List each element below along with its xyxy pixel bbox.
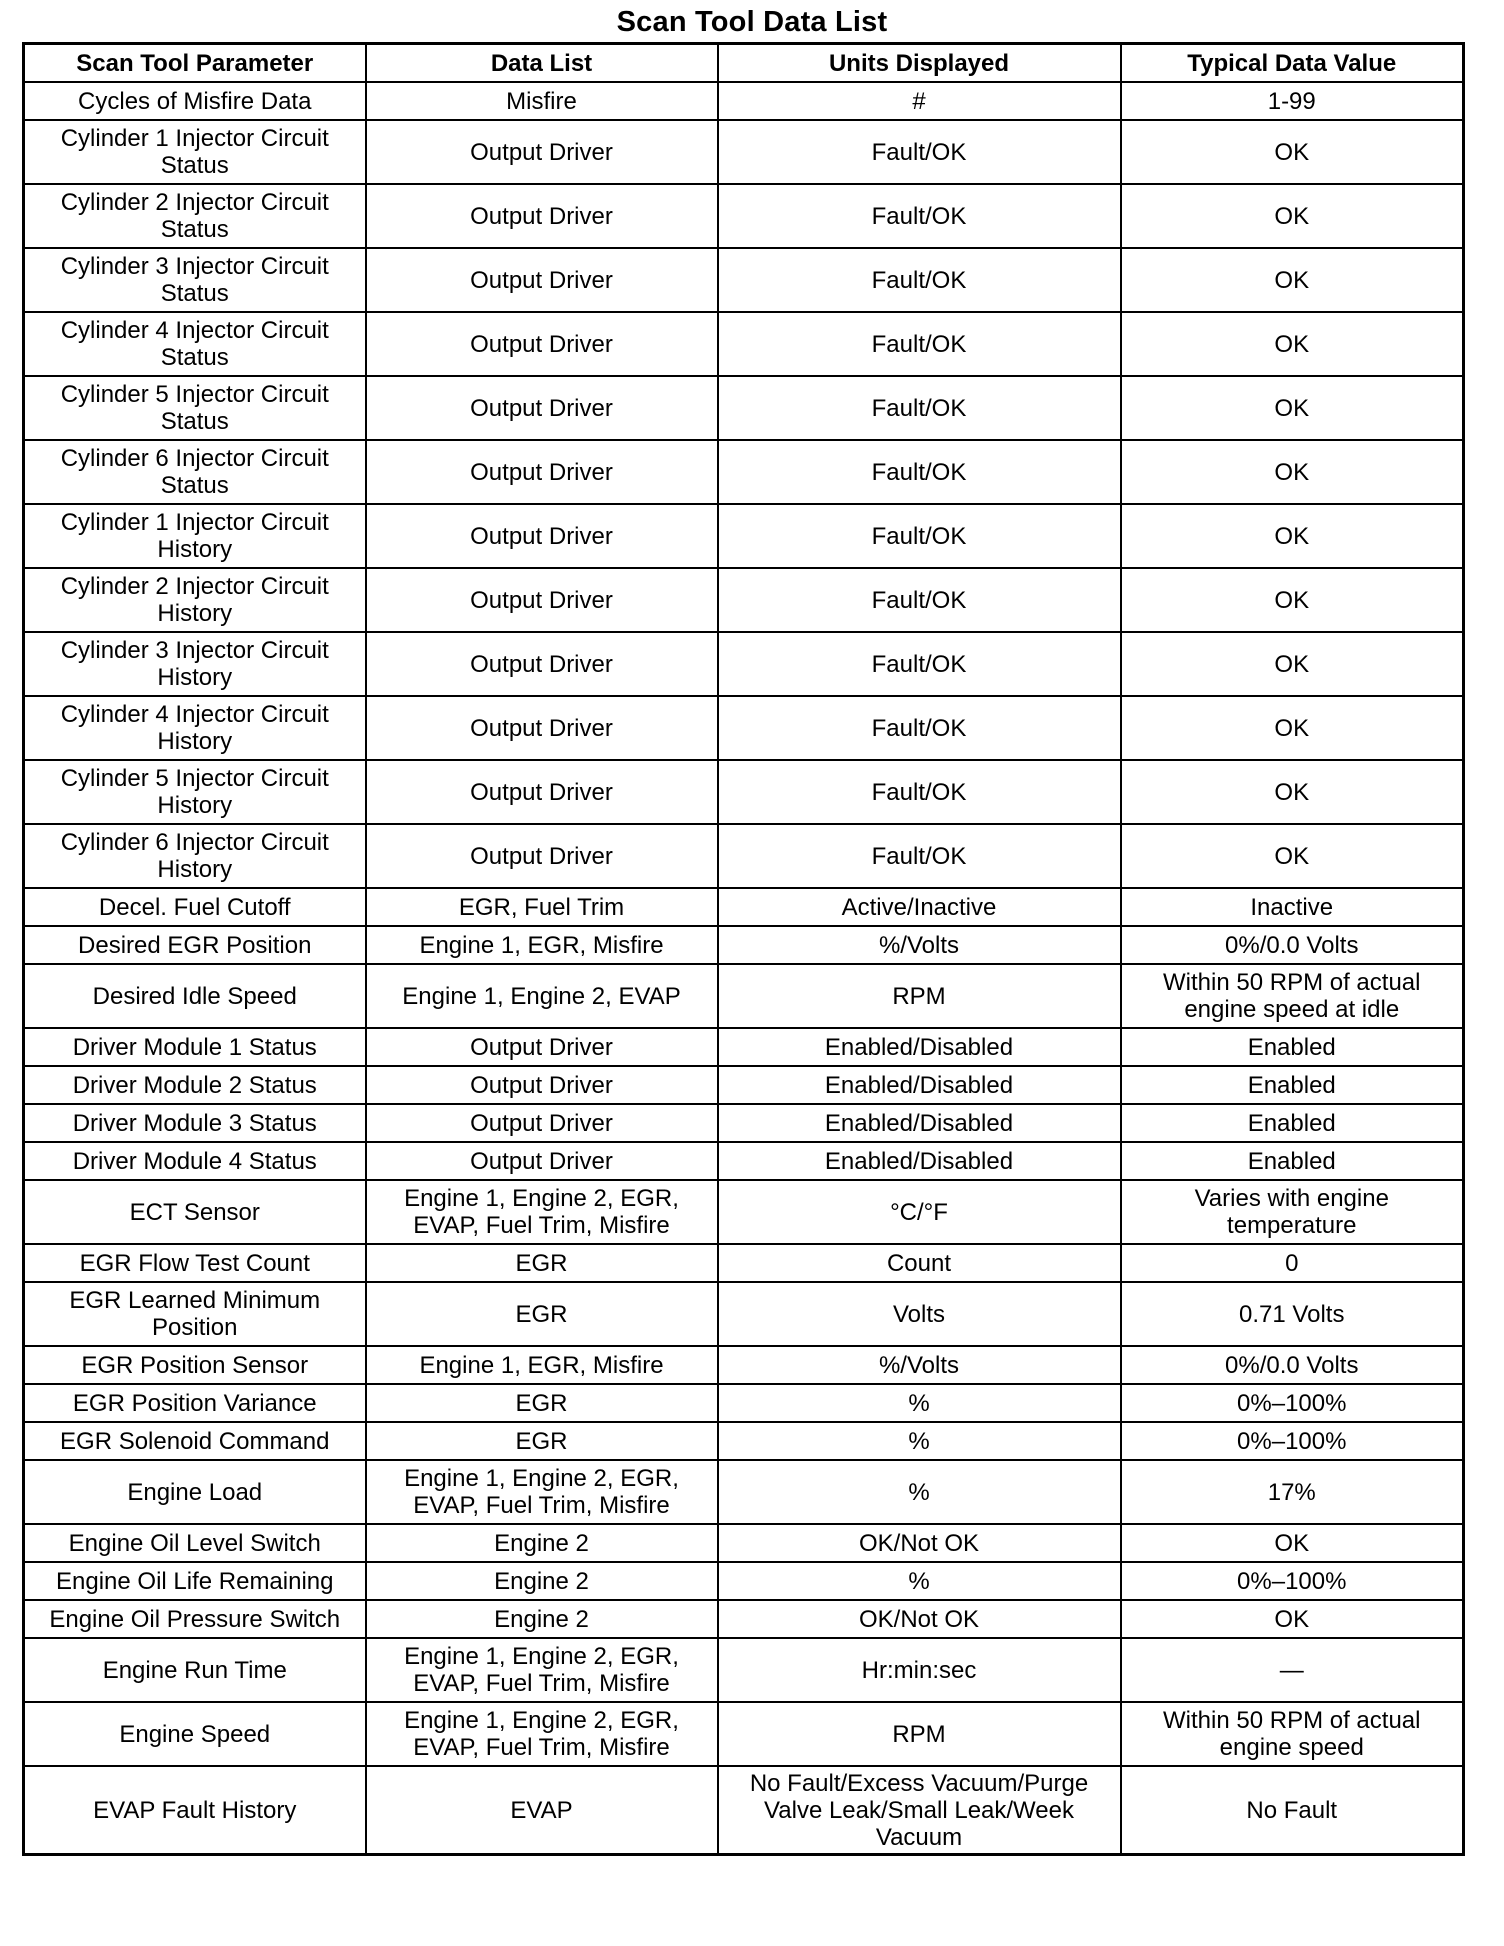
cell-units-displayed: Fault/OK [718,440,1121,504]
cell-data-list: EGR [366,1422,718,1460]
column-header-units-displayed: Units Displayed [718,44,1121,83]
cell-typical-data-value: No Fault [1121,1766,1464,1855]
cell-data-list: EGR [366,1282,718,1346]
cell-typical-data-value: 0.71 Volts [1121,1282,1464,1346]
cell-typical-data-value: OK [1121,824,1464,888]
cell-data-list: EGR, Fuel Trim [366,888,718,926]
cell-units-displayed: No Fault/Excess Vacuum/Purge Valve Leak/Small Leak/Week Vacuum [718,1766,1121,1855]
cell-scan-tool-parameter: Driver Module 4 Status [24,1142,366,1180]
cell-data-list: Output Driver [366,1104,718,1142]
cell-scan-tool-parameter: Engine Oil Life Remaining [24,1562,366,1600]
table-row [24,184,1464,248]
cell-typical-data-value: OK [1121,568,1464,632]
cell-typical-data-value: 1-99 [1121,82,1464,120]
cell-data-list: Output Driver [366,824,718,888]
cell-typical-data-value: 0%–100% [1121,1562,1464,1600]
cell-typical-data-value: OK [1121,696,1464,760]
scan-tool-data-table [22,42,1465,1856]
cell-data-list: Engine 1, Engine 2, EGR, EVAP, Fuel Trim, Misfire [366,1702,718,1766]
cell-data-list: Output Driver [366,632,718,696]
cell-data-list: Engine 1, Engine 2, EGR, EVAP, Fuel Trim, Misfire [366,1638,718,1702]
cell-units-displayed: Fault/OK [718,248,1121,312]
cell-data-list: Output Driver [366,440,718,504]
cell-scan-tool-parameter: Engine Run Time [24,1638,366,1702]
table-row [24,1066,1464,1104]
table-row [24,440,1464,504]
cell-data-list: Output Driver [366,1028,718,1066]
cell-scan-tool-parameter: Cylinder 2 Injector Circuit History [24,568,366,632]
cell-scan-tool-parameter: Cylinder 5 Injector Circuit Status [24,376,366,440]
cell-scan-tool-parameter: EVAP Fault History [24,1766,366,1855]
cell-units-displayed: Fault/OK [718,760,1121,824]
cell-units-displayed: RPM [718,964,1121,1028]
table-row [24,1028,1464,1066]
column-header-scan-tool-parameter: Scan Tool Parameter [24,44,366,83]
cell-scan-tool-parameter: Decel. Fuel Cutoff [24,888,366,926]
cell-data-list: Engine 1, Engine 2, EGR, EVAP, Fuel Trim, Misfire [366,1180,718,1244]
table-row [24,568,1464,632]
cell-data-list: Engine 2 [366,1562,718,1600]
column-header-data-list: Data List [366,44,718,83]
cell-units-displayed: °C/°F [718,1180,1121,1244]
cell-data-list: Output Driver [366,248,718,312]
cell-typical-data-value: OK [1121,120,1464,184]
table-row [24,696,1464,760]
cell-units-displayed: % [718,1422,1121,1460]
cell-units-displayed: Fault/OK [718,184,1121,248]
cell-typical-data-value: 0 [1121,1244,1464,1282]
cell-scan-tool-parameter: Cylinder 3 Injector Circuit Status [24,248,366,312]
cell-scan-tool-parameter: Driver Module 1 Status [24,1028,366,1066]
cell-data-list: Misfire [366,82,718,120]
cell-typical-data-value: OK [1121,504,1464,568]
cell-data-list: Engine 2 [366,1524,718,1562]
column-header-typical-data-value: Typical Data Value [1121,44,1464,83]
table-row [24,964,1464,1028]
cell-typical-data-value: Varies with engine temperature [1121,1180,1464,1244]
cell-units-displayed: Volts [718,1282,1121,1346]
cell-scan-tool-parameter: EGR Position Variance [24,1384,366,1422]
cell-data-list: Engine 2 [366,1600,718,1638]
table-row [24,1180,1464,1244]
cell-scan-tool-parameter: Driver Module 2 Status [24,1066,366,1104]
table-row [24,1422,1464,1460]
table-row [24,926,1464,964]
cell-data-list: Engine 1, EGR, Misfire [366,926,718,964]
cell-units-displayed: % [718,1460,1121,1524]
cell-units-displayed: Fault/OK [718,824,1121,888]
cell-data-list: Output Driver [366,760,718,824]
cell-units-displayed: % [718,1562,1121,1600]
cell-units-displayed: Fault/OK [718,120,1121,184]
cell-scan-tool-parameter: Desired Idle Speed [24,964,366,1028]
cell-scan-tool-parameter: EGR Learned Minimum Position [24,1282,366,1346]
cell-units-displayed: Hr:min:sec [718,1638,1121,1702]
cell-data-list: Output Driver [366,696,718,760]
cell-typical-data-value: — [1121,1638,1464,1702]
cell-units-displayed: Fault/OK [718,632,1121,696]
cell-typical-data-value: OK [1121,632,1464,696]
cell-scan-tool-parameter: Cylinder 6 Injector Circuit Status [24,440,366,504]
table-row [24,1600,1464,1638]
table-row [24,1346,1464,1384]
cell-data-list: Engine 1, Engine 2, EVAP [366,964,718,1028]
table-row [24,312,1464,376]
cell-scan-tool-parameter: Cycles of Misfire Data [24,82,366,120]
table-row [24,1244,1464,1282]
cell-typical-data-value: 17% [1121,1460,1464,1524]
cell-scan-tool-parameter: Cylinder 4 Injector Circuit Status [24,312,366,376]
cell-typical-data-value: OK [1121,248,1464,312]
cell-data-list: EVAP [366,1766,718,1855]
cell-units-displayed: Active/Inactive [718,888,1121,926]
table-row [24,1104,1464,1142]
cell-typical-data-value: 0%/0.0 Volts [1121,1346,1464,1384]
cell-scan-tool-parameter: EGR Solenoid Command [24,1422,366,1460]
cell-typical-data-value: Enabled [1121,1104,1464,1142]
table-row [24,376,1464,440]
cell-units-displayed: RPM [718,1702,1121,1766]
cell-data-list: EGR [366,1244,718,1282]
cell-data-list: Output Driver [366,312,718,376]
cell-units-displayed: Count [718,1244,1121,1282]
cell-scan-tool-parameter: Engine Oil Level Switch [24,1524,366,1562]
table-row [24,1460,1464,1524]
cell-units-displayed: Enabled/Disabled [718,1104,1121,1142]
cell-typical-data-value: OK [1121,440,1464,504]
cell-scan-tool-parameter: Cylinder 4 Injector Circuit History [24,696,366,760]
cell-scan-tool-parameter: Cylinder 3 Injector Circuit History [24,632,366,696]
table-row [24,82,1464,120]
cell-units-displayed: %/Volts [718,926,1121,964]
cell-data-list: Output Driver [366,376,718,440]
cell-data-list: Output Driver [366,120,718,184]
cell-units-displayed: Fault/OK [718,696,1121,760]
table-row [24,1282,1464,1346]
cell-units-displayed: # [718,82,1121,120]
table-header-row [24,44,1464,83]
cell-scan-tool-parameter: ECT Sensor [24,1180,366,1244]
table-row [24,1638,1464,1702]
cell-data-list: Engine 1, EGR, Misfire [366,1346,718,1384]
cell-units-displayed: Fault/OK [718,312,1121,376]
cell-units-displayed: Fault/OK [718,504,1121,568]
cell-scan-tool-parameter: EGR Flow Test Count [24,1244,366,1282]
cell-typical-data-value: OK [1121,760,1464,824]
table-row [24,504,1464,568]
table-row [24,1524,1464,1562]
table-row [24,1142,1464,1180]
cell-scan-tool-parameter: Engine Oil Pressure Switch [24,1600,366,1638]
cell-data-list: Output Driver [366,568,718,632]
cell-units-displayed: %/Volts [718,1346,1121,1384]
table-row [24,1766,1464,1855]
cell-scan-tool-parameter: Engine Speed [24,1702,366,1766]
cell-typical-data-value: Enabled [1121,1028,1464,1066]
table-row [24,1702,1464,1766]
cell-typical-data-value: 0%–100% [1121,1384,1464,1422]
cell-units-displayed: Enabled/Disabled [718,1066,1121,1104]
table-row [24,120,1464,184]
table-row [24,888,1464,926]
cell-scan-tool-parameter: Cylinder 1 Injector Circuit Status [24,120,366,184]
cell-data-list: Output Driver [366,1142,718,1180]
cell-scan-tool-parameter: Desired EGR Position [24,926,366,964]
cell-typical-data-value: 0%–100% [1121,1422,1464,1460]
cell-data-list: Output Driver [366,504,718,568]
cell-scan-tool-parameter: EGR Position Sensor [24,1346,366,1384]
cell-units-displayed: OK/Not OK [718,1600,1121,1638]
cell-typical-data-value: OK [1121,312,1464,376]
table-row [24,824,1464,888]
cell-typical-data-value: OK [1121,376,1464,440]
cell-data-list: Output Driver [366,184,718,248]
cell-typical-data-value: OK [1121,1524,1464,1562]
cell-units-displayed: Fault/OK [718,376,1121,440]
cell-scan-tool-parameter: Engine Load [24,1460,366,1524]
table-row [24,1562,1464,1600]
table-row [24,1384,1464,1422]
cell-typical-data-value: OK [1121,184,1464,248]
cell-units-displayed: Fault/OK [718,568,1121,632]
table-row [24,632,1464,696]
cell-scan-tool-parameter: Cylinder 1 Injector Circuit History [24,504,366,568]
cell-typical-data-value: Within 50 RPM of actual engine speed at idle [1121,964,1464,1028]
document-title: Scan Tool Data List [616,6,888,38]
table-body [24,82,1464,1855]
cell-typical-data-value: Enabled [1121,1142,1464,1180]
cell-units-displayed: Enabled/Disabled [718,1028,1121,1066]
cell-typical-data-value: Inactive [1121,888,1464,926]
cell-typical-data-value: Enabled [1121,1066,1464,1104]
cell-typical-data-value: 0%/0.0 Volts [1121,926,1464,964]
cell-units-displayed: OK/Not OK [718,1524,1121,1562]
cell-scan-tool-parameter: Cylinder 5 Injector Circuit History [24,760,366,824]
cell-typical-data-value: Within 50 RPM of actual engine speed [1121,1702,1464,1766]
cell-units-displayed: Enabled/Disabled [718,1142,1121,1180]
cell-data-list: EGR [366,1384,718,1422]
cell-scan-tool-parameter: Driver Module 3 Status [24,1104,366,1142]
cell-scan-tool-parameter: Cylinder 6 Injector Circuit History [24,824,366,888]
cell-data-list: Output Driver [366,1066,718,1104]
cell-units-displayed: % [718,1384,1121,1422]
cell-data-list: Engine 1, Engine 2, EGR, EVAP, Fuel Trim, Misfire [366,1460,718,1524]
table-row [24,248,1464,312]
cell-typical-data-value: OK [1121,1600,1464,1638]
cell-scan-tool-parameter: Cylinder 2 Injector Circuit Status [24,184,366,248]
table-row [24,760,1464,824]
